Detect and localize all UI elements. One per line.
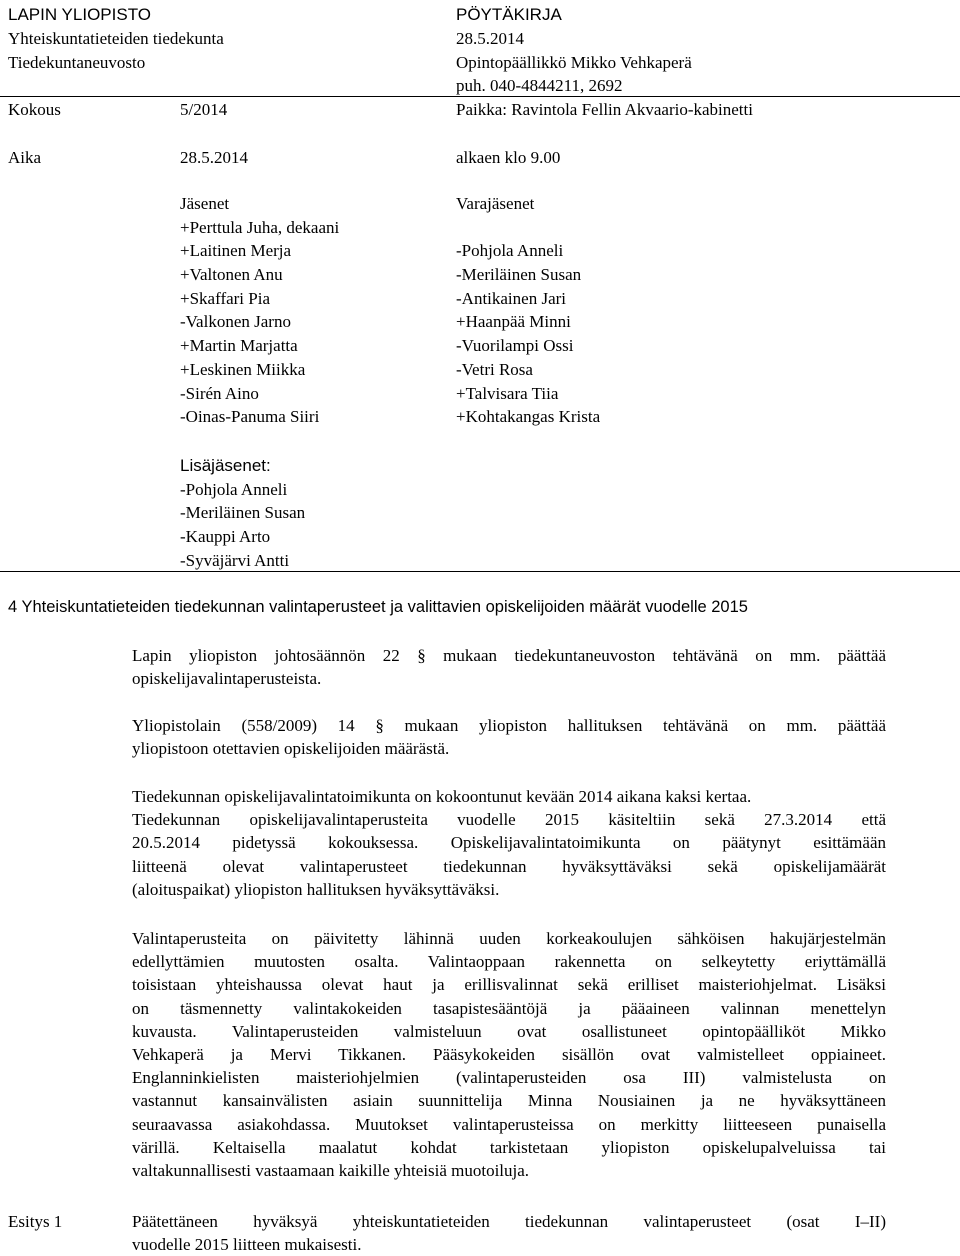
deputy: -Vuorilampi Ossi (456, 336, 574, 356)
text-line: liitteenä olevat valintaperusteet tiedekunnan hyväksyttäväksi sekä opiskelijamäärät (132, 856, 886, 876)
text-line: Vehkaperä ja Mervi Tikkanen. Pääsykokeiden sisällön ovat valmistelleet oppiaineet. (132, 1045, 886, 1065)
text-line: (aloituspaikat) yliopiston hallituksen hyväksyttäväksi. (132, 879, 500, 899)
deputy: +Haanpää Minni (456, 312, 571, 332)
paragraph-4 (132, 927, 886, 1182)
text-line: toisistaan yhteishaussa olevat haut ja erillisvalinnat sekä erilliset maisteriohjelmat. Lisäksi (132, 975, 886, 995)
secretary: Opintopäällikkö Mikko Vehkaperä (456, 53, 692, 72)
additional-member: -Syväjärvi Antti (180, 550, 290, 570)
text-line: 20.5.2014 pidetyssä kokouksessa. Opiskelijavalintatoimikunta on päätynyt esittämään (132, 833, 886, 853)
member: -Valkonen Jarno (180, 312, 291, 332)
paragraph-1 (132, 644, 886, 690)
text-line: Tiedekunnan opiskelijavalintaperusteita vuodelle 2015 käsiteltiin sekä 27.3.2014 että (132, 810, 886, 830)
meeting-place: Paikka: Ravintola Fellin Akvaario-kabinetti (456, 100, 753, 119)
faculty-name: Yhteiskuntatieteiden tiedekunta (8, 29, 224, 48)
deputy-spacer (456, 216, 600, 240)
member: +Laitinen Merja (180, 241, 292, 261)
members-list (180, 192, 339, 429)
text-line: Lapin yliopiston johtosäännön 22 § mukaan tiedekuntaneuvoston tehtävänä on mm. päättää (132, 646, 886, 665)
text-line: kuvausta. Valintaperusteiden valmisteluun ovat osallistuneet opintopäälliköt Mikko (132, 1021, 886, 1041)
deputy: -Antikainen Jari (456, 288, 566, 308)
deputy: -Meriläinen Susan (456, 265, 582, 285)
text-line: valtakunnallisesti vastaamaan kaikille yhteisiä muotoiluja. (132, 1161, 530, 1181)
text-line: värillä. Keltaisella maalatut kohdat tarkistetaan yliopiston opiskelupalveluissa tai (132, 1137, 886, 1157)
member: -Sirén Aino (180, 383, 259, 403)
esitys-text (132, 1210, 886, 1256)
aika-label: Aika (8, 148, 42, 167)
member: +Leskinen Miikka (180, 359, 306, 379)
deputies-title: Varajäsenet (456, 194, 535, 213)
text-line: seuraavassa asiakohdassa. Muutokset valintaperusteissa on merkitty liitteeseen punaisella (132, 1114, 886, 1134)
deputy: +Talvisara Tiia (456, 383, 559, 403)
text-line: Yliopistolain (558/2009) 14 § mukaan yliopiston hallituksen tehtävänä on mm. päättää (132, 716, 886, 735)
deputies-list (456, 192, 600, 429)
text-line: vastannut kansainvälisten asiain suunnittelija Minna Nousiainen ja ne hyväksyttäneen (132, 1091, 886, 1111)
doc-date: 28.5.2014 (456, 29, 524, 48)
additional-list (180, 454, 305, 572)
text-line: Valintaperusteita on päivitetty lähinnä uuden korkeakoulujen sähköisen hakujärjestelmän (132, 929, 886, 948)
agenda-heading: 4 Yhteiskuntatieteiden tiedekunnan valintaperusteet ja valittavien opiskelijoiden määrät vuodelle 2015 (8, 598, 748, 616)
text-line: yliopistoon otettavien opiskelijoiden määrästä. (132, 739, 450, 759)
council-name: Tiedekuntaneuvosto (8, 53, 146, 72)
additional-member: -Pohjola Anneli (180, 479, 288, 499)
meeting-start: alkaen klo 9.00 (456, 148, 561, 167)
esitys-label: Esitys 1 (8, 1212, 63, 1231)
additional-title: Lisäjäsenet: (180, 456, 271, 475)
member: +Valtonen Anu (180, 265, 283, 285)
members-divider (0, 571, 960, 572)
deputy: +Kohtakangas Krista (456, 407, 601, 427)
additional-member: -Kauppi Arto (180, 527, 271, 547)
members-title: Jäsenet (180, 194, 230, 213)
paragraph-3 (132, 785, 886, 901)
paragraph-2 (132, 714, 886, 760)
kokous-label: Kokous (8, 100, 61, 119)
header-divider (0, 96, 960, 97)
member: -Oinas-Panuma Siiri (180, 407, 320, 427)
text-line: on täsmennetty valintakokeiden tasapistesääntöjä ja pääaineen valinnan menettelyn (132, 998, 886, 1018)
text-line: edellyttämien muutosten osalta. Valintaoppaan rakennetta on selkeytetty eriyttämällä (132, 952, 886, 972)
member: +Martin Marjatta (180, 336, 298, 356)
text-line: Tiedekunnan opiskelijavalintatoimikunta on kokoontunut kevään 2014 aikana kaksi kertaa. (132, 787, 752, 806)
text-line: opiskelijavalintaperusteista. (132, 669, 322, 689)
text-line: vuodelle 2015 liitteen mukaisesti. (132, 1235, 362, 1255)
phone: puh. 040-4844211, 2692 (456, 76, 623, 95)
org-name: LAPIN YLIOPISTO (8, 5, 151, 24)
member: +Skaffari Pia (180, 288, 271, 308)
kokous-value: 5/2014 (180, 100, 228, 119)
member: +Perttula Juha, dekaani (180, 217, 340, 237)
additional-member: -Meriläinen Susan (180, 503, 306, 523)
deputy: -Vetri Rosa (456, 359, 533, 379)
deputy: -Pohjola Anneli (456, 241, 564, 261)
text-line: Päätettäneen hyväksyä yhteiskuntatieteiden tiedekunnan valintaperusteet (osat I–II) (132, 1212, 886, 1231)
text-line: Englanninkielisten maisteriohjelmien (valintaperusteiden osa III) valmistelusta on (132, 1068, 886, 1088)
doc-type: PÖYTÄKIRJA (456, 5, 562, 24)
aika-date: 28.5.2014 (180, 148, 248, 167)
